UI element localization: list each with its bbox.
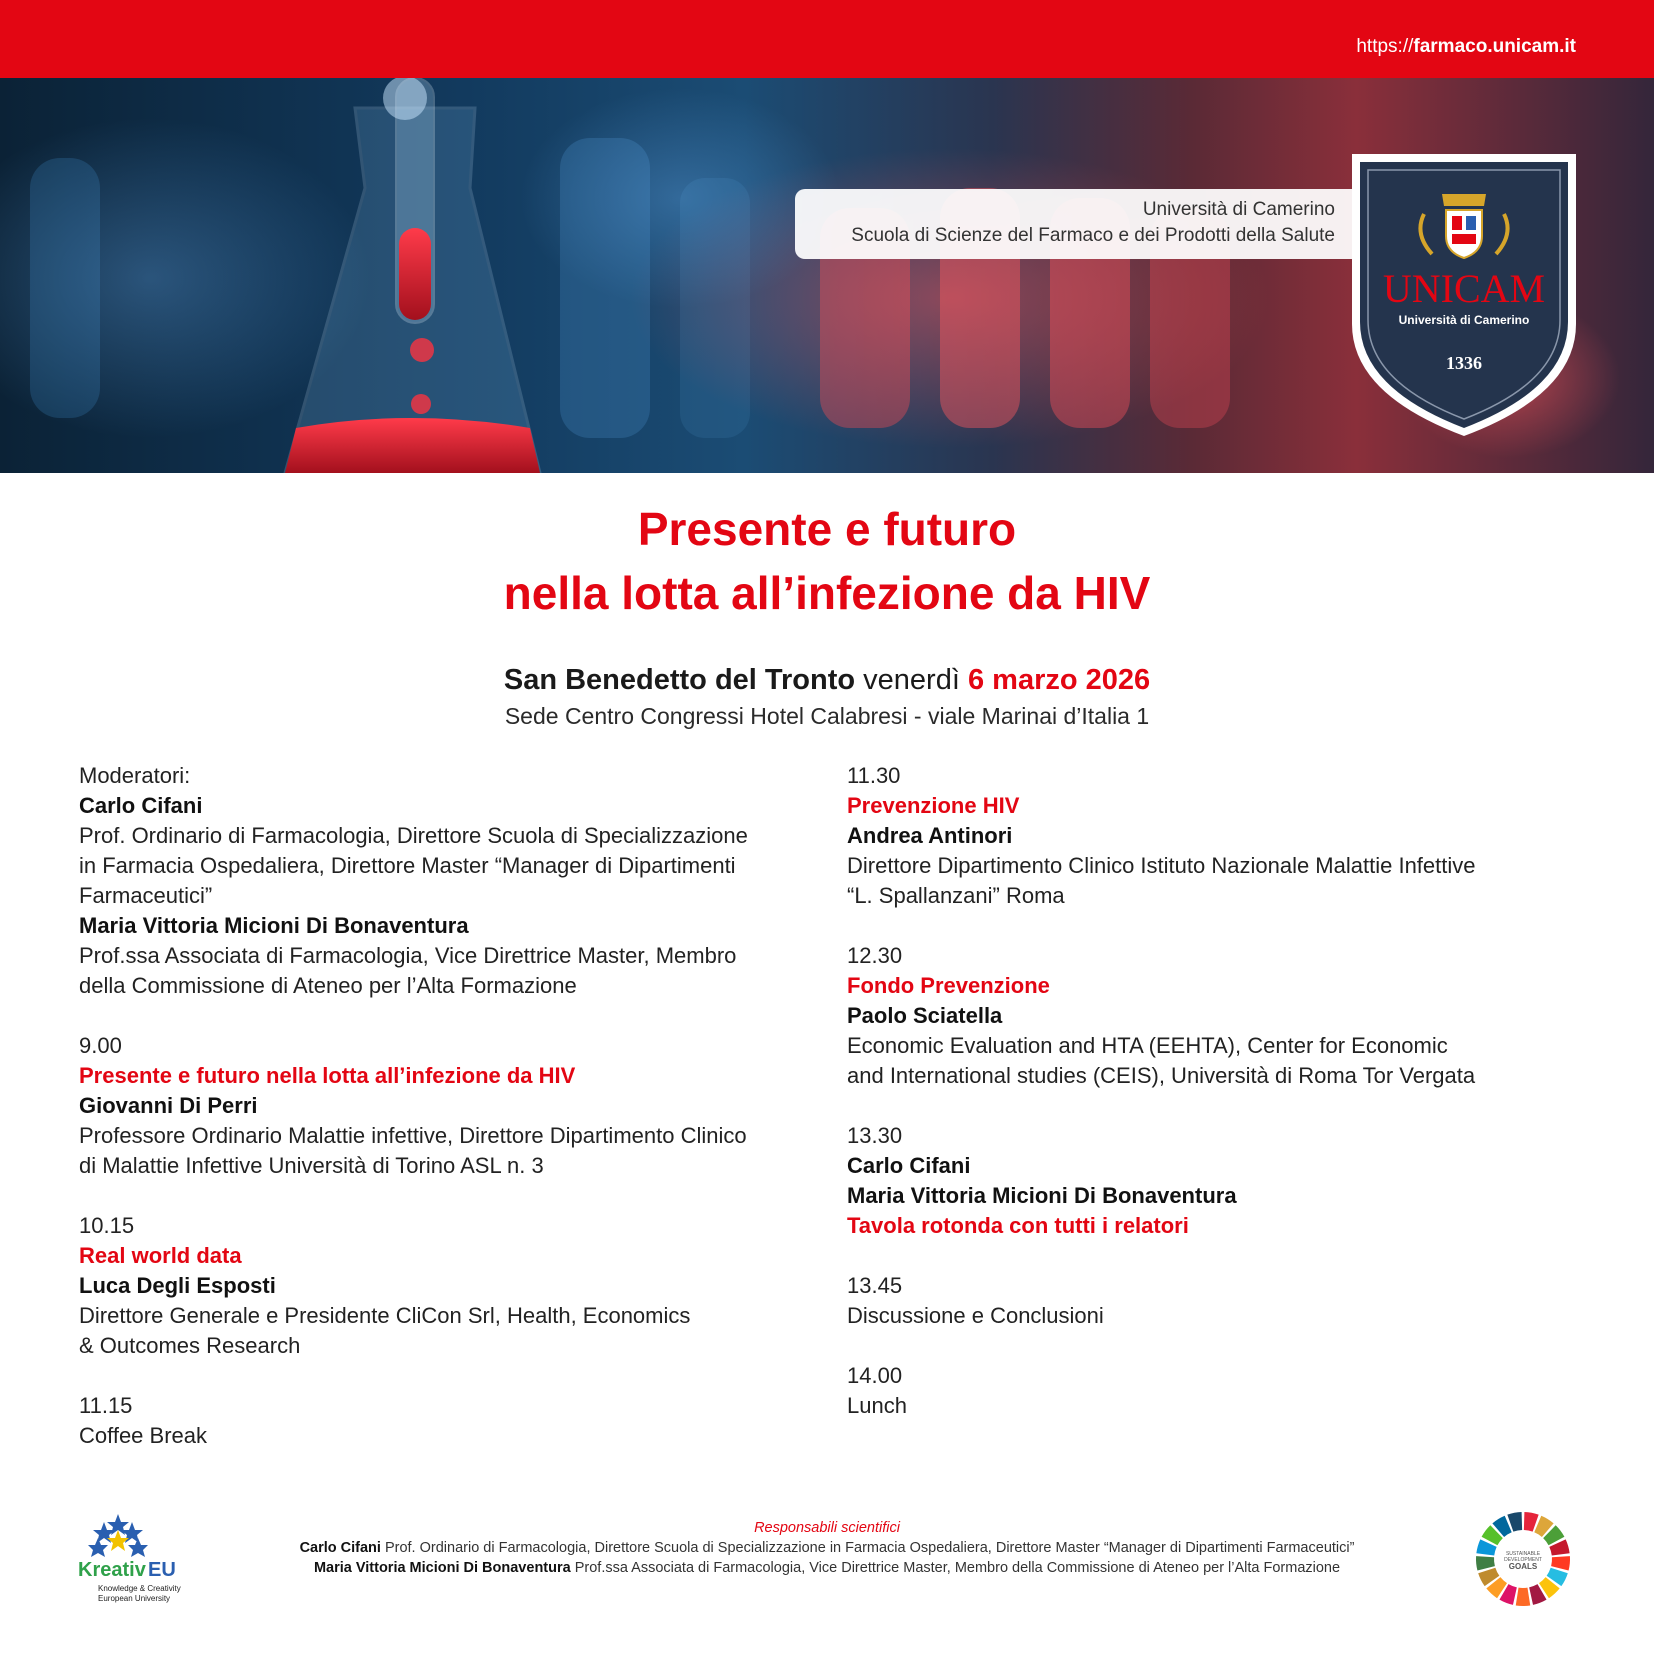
session-title: Fondo Prevenzione [847, 973, 1050, 998]
sdg-wheel-logo [1475, 1511, 1571, 1607]
session-time: 11.15 [79, 1393, 133, 1418]
moderator-name: Carlo Cifani [79, 793, 203, 818]
moderators-label: Moderatori: [79, 763, 191, 788]
session-time: 14.00 [847, 1363, 903, 1388]
session-speaker-desc: Direttore Generale e Presidente CliCon Srl, Health, Economics [79, 1303, 691, 1328]
session-speaker: Andrea Antinori [847, 823, 1013, 848]
svg-text:European University: European University [98, 1594, 171, 1603]
university-name: Università di Camerino [1142, 199, 1335, 220]
program-left-column [79, 761, 819, 1451]
responsible-line: Carlo Cifani Prof. Ordinario di Farmacologia, Direttore Scuola di Specializzazione in Farmacia Ospedaliera, Direttore Master “Manager di Dipartimenti Farmaceutici” [299, 1540, 1355, 1556]
session-title: Prevenzione HIV [847, 793, 1020, 818]
event-date: 6 marzo 2026 [967, 664, 1151, 696]
responsible-line: Maria Vittoria Micioni Di Bonaventura Prof.ssa Associata di Farmacologia, Vice Direttrice Master, Membro della Commissione di Ateneo per l’Alta Formazione [313, 1560, 1341, 1576]
session-time: 10.15 [79, 1213, 135, 1238]
program-right-column [847, 761, 1607, 1421]
event-title-line1: Presente e futuro [637, 503, 1017, 555]
unicam-crest-logo [1352, 154, 1576, 436]
event-venue: Sede Centro Congressi Hotel Calabresi - viale Marinai d’Italia 1 [504, 703, 1150, 729]
session-speaker: Luca Degli Esposti [79, 1273, 276, 1298]
session-speaker: Maria Vittoria Micioni Di Bonaventura [847, 1183, 1237, 1208]
session-speaker-desc: & Outcomes Research [79, 1333, 301, 1358]
moderator-desc: della Commissione di Ateneo per l’Alta Formazione [79, 973, 577, 998]
session-text: Coffee Break [79, 1423, 208, 1448]
moderator-desc: Farmaceutici” [79, 883, 213, 908]
svg-text:Knowledge & Creativity: Knowledge & Creativity [98, 1584, 181, 1593]
svg-text:Kreativ: Kreativ [78, 1559, 146, 1581]
session-speaker-desc: Economic Evaluation and HTA (EEHTA), Center for Economic [847, 1033, 1448, 1058]
session-text: Lunch [847, 1393, 907, 1418]
top-bar [0, 0, 1654, 78]
session-time: 11.30 [847, 763, 901, 788]
session-text: Discussione e Conclusioni [847, 1303, 1104, 1328]
moderator-desc: in Farmacia Ospedaliera, Direttore Master “Manager di Dipartimenti [79, 853, 736, 878]
sdg-segment [1476, 1556, 1495, 1570]
university-info-box [795, 189, 1355, 259]
responsibles-label: Responsabili scientifici [754, 1520, 900, 1536]
session-time: 12.30 [847, 943, 903, 968]
session-speaker: Carlo Cifani [847, 1153, 971, 1178]
session-time: 9.00 [79, 1033, 122, 1058]
event-place-date [0, 664, 1654, 697]
scientific-responsibles [0, 1518, 1654, 1578]
moderator-name: Maria Vittoria Micioni Di Bonaventura [79, 913, 469, 938]
svg-text:GOALS: GOALS [1508, 1562, 1538, 1571]
svg-text:DEVELOPMENT: DEVELOPMENT [1504, 1557, 1542, 1563]
svg-text:SUSTAINABLE: SUSTAINABLE [1505, 1551, 1541, 1557]
session-speaker: Giovanni Di Perri [79, 1093, 258, 1118]
session-speaker-desc: di Malattie Infettive Università di Torino ASL n. 3 [79, 1153, 544, 1178]
session-speaker-desc: Direttore Dipartimento Clinico Istituto Nazionale Malattie Infettive [847, 853, 1476, 878]
session-time: 13.45 [847, 1273, 903, 1298]
moderator-desc: Prof.ssa Associata di Farmacologia, Vice Direttrice Master, Membro [79, 943, 737, 968]
svg-text:1336: 1336 [1446, 353, 1482, 373]
session-speaker: Paolo Sciatella [847, 1003, 1003, 1028]
session-speaker-desc: Professore Ordinario Malattie infettive, Direttore Dipartimento Clinico [79, 1123, 747, 1148]
svg-text:EU: EU [148, 1559, 176, 1581]
school-name: Scuola di Scienze del Farmaco e dei Prodotti della Salute [851, 225, 1335, 246]
session-time: 13.30 [847, 1123, 903, 1148]
session-title: Presente e futuro nella lotta all’infezione da HIV [79, 1063, 576, 1088]
session-title: Tavola rotonda con tutti i relatori [847, 1213, 1189, 1238]
session-speaker-desc: and International studies (CEIS), Università di Roma Tor Vergata [847, 1063, 1476, 1088]
svg-text:Università di Camerino: Università di Camerino [1398, 313, 1530, 327]
session-speaker-desc: “L. Spallanzani” Roma [847, 883, 1065, 908]
svg-text:UNICAM: UNICAM [1382, 266, 1546, 311]
website-link[interactable]: https://farmaco.unicam.it [1356, 36, 1576, 57]
event-title-line2: nella lotta all’infezione da HIV [503, 567, 1151, 619]
sdg-segment [1551, 1556, 1570, 1570]
session-title: Real world data [79, 1243, 242, 1268]
moderator-desc: Prof. Ordinario di Farmacologia, Direttore Scuola di Specializzazione [79, 823, 748, 848]
sdg-segment [1516, 1588, 1530, 1606]
event-city: San Benedetto del Tronto [503, 664, 856, 696]
event-day: venerdì [863, 664, 960, 696]
